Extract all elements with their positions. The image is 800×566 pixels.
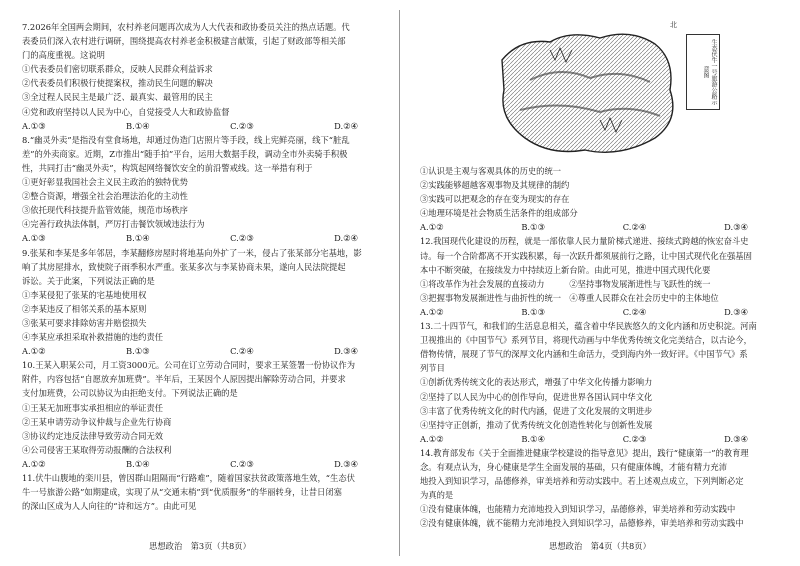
choice-b: B.①④	[125, 458, 150, 469]
choice-d: D.②④	[334, 120, 358, 131]
choice-b: B.①③	[521, 306, 545, 317]
question-7	[22, 20, 388, 133]
question-stem-line: 14.教育部发布《关于全面推进健康学校建设的指导意见》提出，践行“健康第一”的教育理	[420, 447, 749, 458]
question-stem-line: 7.2026年全国两会期间，农村养老问题再次成为人大代表和政协委员关注的热点话题。代	[22, 22, 350, 32]
choice-d: D.③④	[724, 306, 748, 317]
question-stem-line: 卫视推出的《中国节气》系列节目，将现代动画与中华优秀传统文化完美结合，以古论今，	[420, 335, 752, 346]
choice-b: B.①④	[521, 433, 545, 444]
answer-choices	[22, 119, 388, 133]
option-statement: ②代表委员们积极行使提案权，推动民生问题的解决	[22, 78, 213, 89]
answer-choices	[420, 432, 778, 446]
question-stem-line: 念。有观点认为，身心健康是学生全面发展的基础，只有健康体魄，才能有精力充沛	[420, 461, 727, 472]
question-9	[22, 246, 388, 359]
choice-a: A.①②	[420, 306, 444, 317]
option-statement: ①将改革作为社会发展的直接动力 ②坚持事物发展渐进性与飞跃性的统一	[420, 278, 711, 289]
question-12	[420, 234, 778, 319]
choice-b: B.①④	[125, 120, 150, 131]
question-11-options	[420, 164, 778, 234]
option-statement: ④完善行政执法体制，严厉打击餐饮领域违法行为	[22, 219, 205, 230]
question-11	[22, 471, 388, 513]
option-statement: ②坚持了以人民为中心的创作导向，促进世界各国认同中华文化	[420, 391, 653, 402]
option-statement: ③协议约定违反法律导致劳动合同无效	[22, 430, 164, 441]
map-legend: 生态伏牛一号旅游公路示意图	[686, 34, 720, 110]
question-stem-line: 为真的是	[420, 490, 454, 501]
north-arrow-icon: 北	[670, 21, 677, 29]
question-stem-line: 表委员们深入农村进行调研，围绕提高农村养老金积极建言献策，引起了财政部等相关部	[22, 36, 346, 47]
question-stem-line: 本中不断突破，在接续发力中持续迈上新台阶。由此可见，推进中国式现代化要	[420, 264, 711, 275]
question-stem-line: 诗。每一个合阶都离不开实践积累，每一次跃升都须展前行之路，让中国式现代化在强基固	[420, 250, 752, 261]
option-statement: ④公司侵害王某取得劳动报酬的合法权利	[22, 444, 172, 455]
question-stem-line: 列节目	[420, 363, 445, 374]
option-statement: ②实践能够超越客观事物及其规律的制约	[420, 180, 570, 191]
choice-a: A.①②	[22, 346, 46, 357]
road-loop	[502, 34, 673, 152]
page-footer: 思想政治 第4页（共8页）	[549, 541, 651, 551]
road-map-figure	[490, 20, 740, 162]
choice-d: D.③④	[724, 433, 748, 444]
option-statement: ③全过程人民民主是最广泛、最真实、最管用的民主	[22, 92, 213, 103]
question-stem-line: 的深山区成为人人向往的“诗和远方”。由此可见	[22, 501, 197, 512]
option-statement: ④党和政府坚持以人民为中心，自觉接受人大和政协监督	[22, 106, 230, 117]
option-statement: ③依托现代科技提升监管效能，规范市场秩序	[22, 205, 188, 216]
question-stem-line: 11.伏牛山腹地的栾川县，曾因群山阻隔而“行路难”，随着国家扶贫政策落地生效，“生态伏	[22, 473, 355, 483]
page-4	[400, 0, 800, 566]
option-statement: ①李某侵犯了张某的宅基地使用权	[22, 289, 147, 300]
choice-c: C.②③	[230, 458, 254, 469]
choice-a: A.①③	[22, 233, 46, 244]
question-stem-line: 门的高度重视。这说明	[22, 50, 105, 61]
page-footer: 思想政治 第3页（共8页）	[149, 541, 251, 551]
option-statement: ①创新优秀传统文化的表达形式，增强了中华文化传播力影响力	[420, 377, 653, 388]
question-stem-line: 响了其房屋排水，致使院子雨季积水严重。张某多次与李某协商未果，遂向人民法院提起	[22, 261, 346, 272]
answer-choices	[420, 220, 778, 234]
question-stem-line: 8.“幽灵外卖”是指没有堂食场地，却通过伪造门店照片等手段，线上宪鲜亮丽，线下“脏乱	[22, 134, 350, 145]
choice-d: D.③④	[334, 458, 358, 469]
question-stem-line: 9.张某和李某是多年邻居，李某翻修房屋时将地基向外扩了一米，侵占了张某部分宅基地，影	[22, 247, 362, 258]
choice-d: D.③④	[334, 346, 358, 357]
question-14	[420, 446, 778, 531]
option-statement: ②王某申请劳动争议仲裁与企业先行协商	[22, 416, 172, 427]
question-stem-line: 10.王某入职某公司，月工资3000元。公司在订立劳动合同时，要求王某签署一份协议作为	[22, 360, 356, 371]
question-stem-line: 支付加班费，公司以协议为由拒绝支付。下列说法正确的是	[22, 388, 238, 399]
option-statement: ③丰富了优秀传统文化的时代内涵，促进了文化发展的文明进步	[420, 405, 653, 416]
choice-b: B.①④	[125, 233, 150, 244]
option-statement: ③把握事物发展渐进性与曲折性的统一 ④尊重人民群众在社会历史中的主体地位	[420, 292, 719, 303]
question-stem-line: 13.二十四节气，和我们的生活息息相关，蕴含着中华民族悠久的文化内涵和历史积淀。河南	[420, 321, 757, 332]
choice-a: A.①③	[22, 120, 46, 131]
option-statement: ①代表委员们密切联系群众，反映人民群众利益诉求	[22, 64, 213, 75]
choice-c: C.②③	[622, 433, 647, 444]
choice-c: C.②③	[230, 233, 254, 244]
choice-d: D.②④	[334, 233, 358, 244]
question-stem-line: 诉讼。关于此案，下列说法正确的是	[22, 275, 155, 286]
choice-b: B.①③	[521, 222, 545, 233]
question-stem-line: 附件，内容包括“自愿放弃加班费”。半年后，王某因个人原因提出解除劳动合同，并要求	[22, 374, 346, 385]
option-statement: ④地理环境是社会物质生活条件的组成部分	[420, 208, 578, 219]
option-statement: ④李某应承担采取补救措施的违约责任	[22, 332, 164, 343]
option-statement: ④坚持守正创新，推动了优秀传统文化创造性转化与创新性发展	[420, 419, 653, 430]
choice-c: C.②④	[622, 222, 647, 233]
option-statement: ①没有健康体魄，也能精力充沛地投入到知识学习，品德修养，审美培养和劳动实践中	[420, 504, 736, 515]
question-13	[420, 319, 778, 446]
question-stem-line: 差”的外卖商家。近期，Z市推出“随手拍”平台，运用大数据手段，调动全市外卖骑手积极	[22, 148, 348, 159]
option-statement: ①更好彰显我国社会主义民主政治的独特优势	[22, 177, 188, 188]
option-statement: ②整合资源，增强全社会治理法治化的主动性	[22, 191, 188, 202]
question-stem-line: 性，共同打击“幽灵外卖”，构筑起网络餐饮安全的前沿警戒线。这一举措有利于	[22, 162, 313, 173]
choice-a: A.①②	[22, 458, 46, 469]
option-statement: ③实践可以把观念的存在变为现实的存在	[420, 194, 570, 205]
answer-choices	[22, 457, 388, 471]
choice-c: C.②④	[230, 346, 254, 357]
choice-c: C.②③	[230, 120, 254, 131]
choice-c: C.②④	[622, 306, 647, 317]
question-stem-line: 借物传情，展现了节气的深厚文化内涵和生命活力，受到海内外一致好评。《中国节气》系	[420, 349, 748, 360]
question-stem-line: 12.我国现代化建设的历程，就是一部依靠人民力量阶梯式递进、接续式跨越的恢宏奋斗史	[420, 236, 749, 247]
choice-b: B.①③	[125, 346, 150, 357]
option-statement: ①认识是主观与客观具体的历史的统一	[420, 166, 562, 176]
choice-a: A.①②	[420, 222, 444, 233]
option-statement: ③张某可要求排除妨害并赔偿损失	[22, 317, 147, 328]
choice-d: D.③④	[724, 222, 748, 233]
answer-choices	[22, 344, 388, 358]
option-statement: ②李某违反了相邻关系的基本原则	[22, 303, 147, 314]
question-8	[22, 133, 388, 246]
choice-a: A.①②	[420, 433, 444, 444]
option-statement: ②没有健康体魄，就不能精力充沛地投入到知识学习，品德修养，审美培养和劳动实践中	[420, 518, 744, 529]
answer-choices	[420, 305, 778, 319]
question-10	[22, 358, 388, 471]
question-stem-line: 牛一号旅游公路”如期建成，实现了从“交通末梢”到“优质服务”的华丽转身，让昔日闭塞	[22, 487, 342, 498]
question-stem-line: 地投入到知识学习，品德修养，审美培养和劳动实践中。若上述观点成立，下列判断必定	[420, 476, 744, 487]
option-statement: ①王某无加班事实承担相应的举证责任	[22, 402, 164, 413]
answer-choices	[22, 231, 388, 245]
